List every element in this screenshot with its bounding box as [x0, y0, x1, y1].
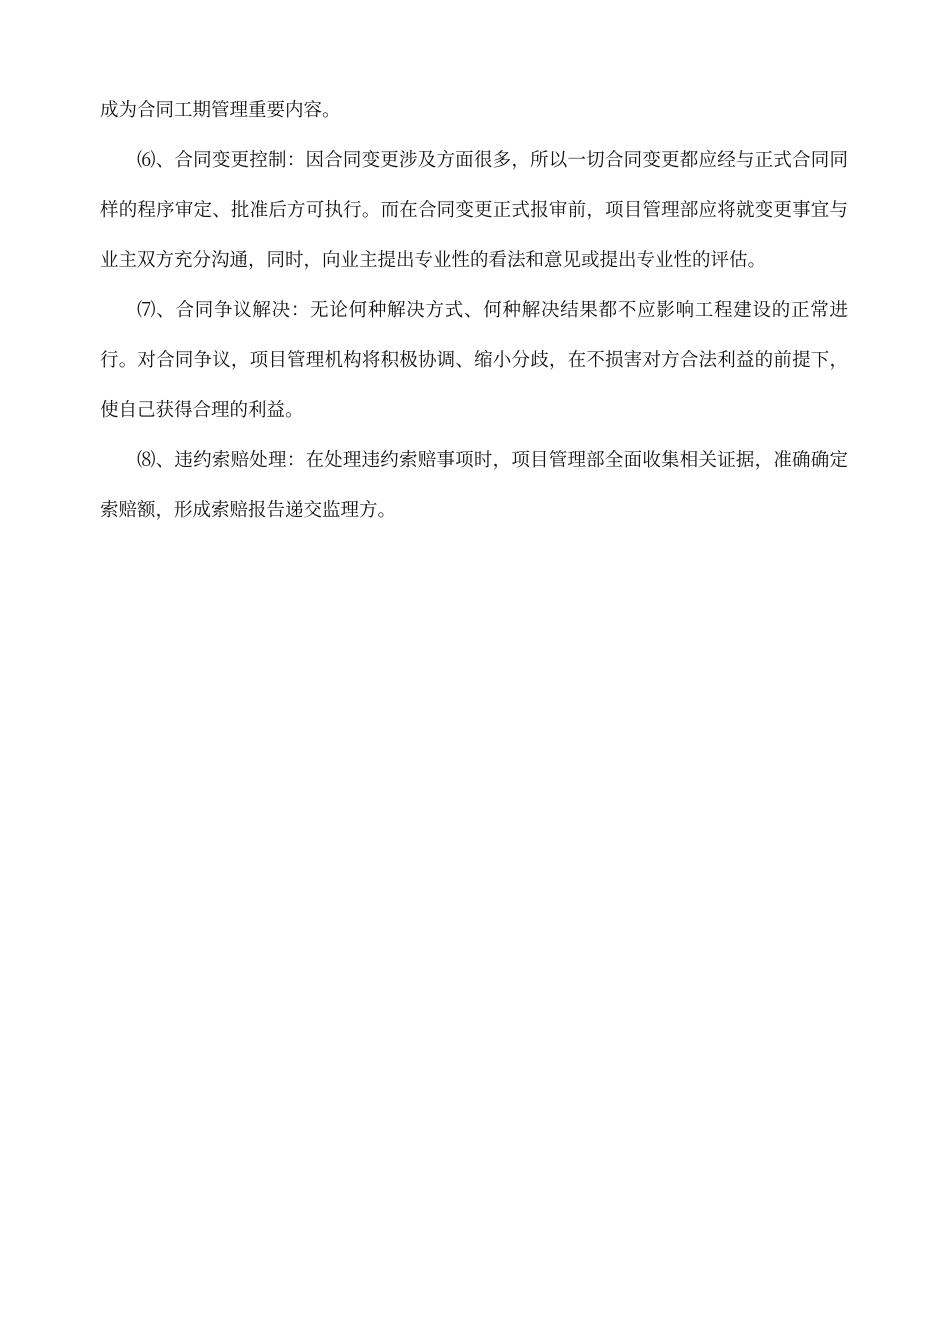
document-body: [100, 86, 848, 536]
paragraph-contract-dispute-resolution: ⑺、合同争议解决：无论何种解决方式、何种解决结果都不应影响工程建设的正常进行。对合同争议，项目管理机构将积极协调、缩小分歧，在不损害对方合法利益的前提下，使自己获得合理的利益。: [100, 300, 848, 421]
paragraph-continuation: 成为合同工期管理重要内容。: [100, 100, 341, 121]
paragraph-contract-change-control: ⑹、合同变更控制：因合同变更涉及方面很多，所以一切合同变更都应经与正式合同同样的程序审定、批准后方可执行。而在合同变更正式报审前，项目管理部应将就变更事宜与业主双方充分沟通，同时，向业主提出专业性的看法和意见或提出专业性的评估。: [100, 150, 848, 271]
paragraph-breach-claim-handling: ⑻、违约索赔处理：在处理违约索赔事项时，项目管理部全面收集相关证据，准确确定索赔额，形成索赔报告递交监理方。: [100, 450, 848, 521]
